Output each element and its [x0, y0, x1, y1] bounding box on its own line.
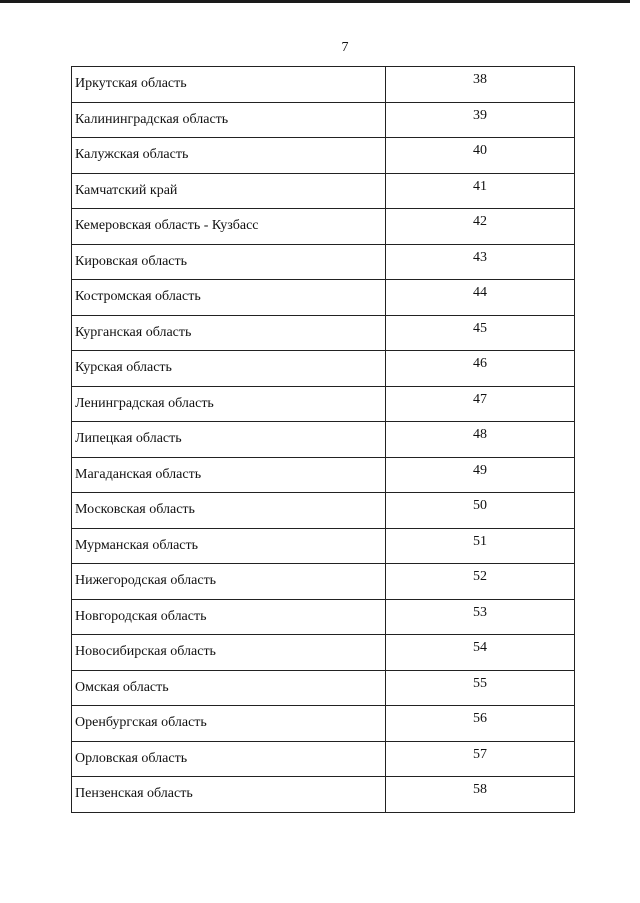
region-name: Московская область	[72, 493, 386, 528]
table-row	[72, 316, 574, 352]
region-name: Курганская область	[72, 316, 386, 351]
table-row	[72, 777, 574, 813]
region-code: 54	[473, 640, 487, 655]
table-row	[72, 351, 574, 387]
region-code: 57	[473, 746, 487, 762]
region-name: Кировская область	[72, 245, 386, 280]
region-name: Липецкая область	[72, 422, 386, 457]
table-row	[72, 422, 574, 458]
region-name: Кемеровская область - Кузбасс	[72, 209, 386, 244]
region-name: Омская область	[72, 671, 386, 706]
region-code: 45	[473, 320, 487, 336]
region-name: Калужская область	[72, 138, 386, 173]
table-row	[72, 280, 574, 316]
region-name: Курская область	[72, 351, 386, 386]
top-border-line	[0, 0, 630, 3]
table-row	[72, 387, 574, 423]
regions-table	[71, 66, 575, 813]
region-code: 44	[473, 285, 487, 300]
region-code: 38	[473, 72, 487, 87]
table-row	[72, 564, 574, 600]
region-name: Калининградская область	[72, 103, 386, 138]
region-code: 43	[473, 249, 487, 265]
table-row	[72, 493, 574, 529]
table-row	[72, 600, 574, 636]
region-name: Иркутская область	[72, 67, 386, 102]
region-name: Новосибирская область	[72, 635, 386, 670]
region-name: Пензенская область	[72, 777, 386, 812]
page-number: 7	[341, 40, 349, 55]
table-row	[72, 209, 574, 245]
region-name: Орловская область	[72, 742, 386, 777]
region-code: 58	[473, 782, 487, 797]
region-name: Мурманская область	[72, 529, 386, 564]
table-row	[72, 138, 574, 174]
region-code: 40	[473, 143, 487, 158]
region-code: 39	[473, 107, 487, 123]
region-code: 56	[473, 711, 487, 726]
region-code: 41	[473, 178, 487, 194]
region-name: Оренбургская область	[72, 706, 386, 741]
table-row	[72, 671, 574, 707]
region-code: 50	[473, 498, 487, 513]
table-row	[72, 635, 574, 671]
region-code: 49	[473, 462, 487, 478]
region-name: Новгородская область	[72, 600, 386, 635]
region-name: Костромская область	[72, 280, 386, 315]
table-row	[72, 174, 574, 210]
region-code: 42	[473, 214, 487, 229]
table-row	[72, 742, 574, 778]
table-row	[72, 706, 574, 742]
table-row	[72, 103, 574, 139]
table-row	[72, 67, 574, 103]
region-code: 55	[473, 675, 487, 691]
region-code: 51	[473, 533, 487, 549]
region-code: 48	[473, 427, 487, 442]
region-name: Камчатский край	[72, 174, 386, 209]
table-row	[72, 458, 574, 494]
region-code: 52	[473, 569, 487, 584]
region-name: Нижегородская область	[72, 564, 386, 599]
region-name: Магаданская область	[72, 458, 386, 493]
region-code: 53	[473, 604, 487, 620]
table-row	[72, 245, 574, 281]
region-code: 46	[473, 356, 487, 371]
table-row	[72, 529, 574, 565]
region-code: 47	[473, 391, 487, 407]
region-name: Ленинградская область	[72, 387, 386, 422]
